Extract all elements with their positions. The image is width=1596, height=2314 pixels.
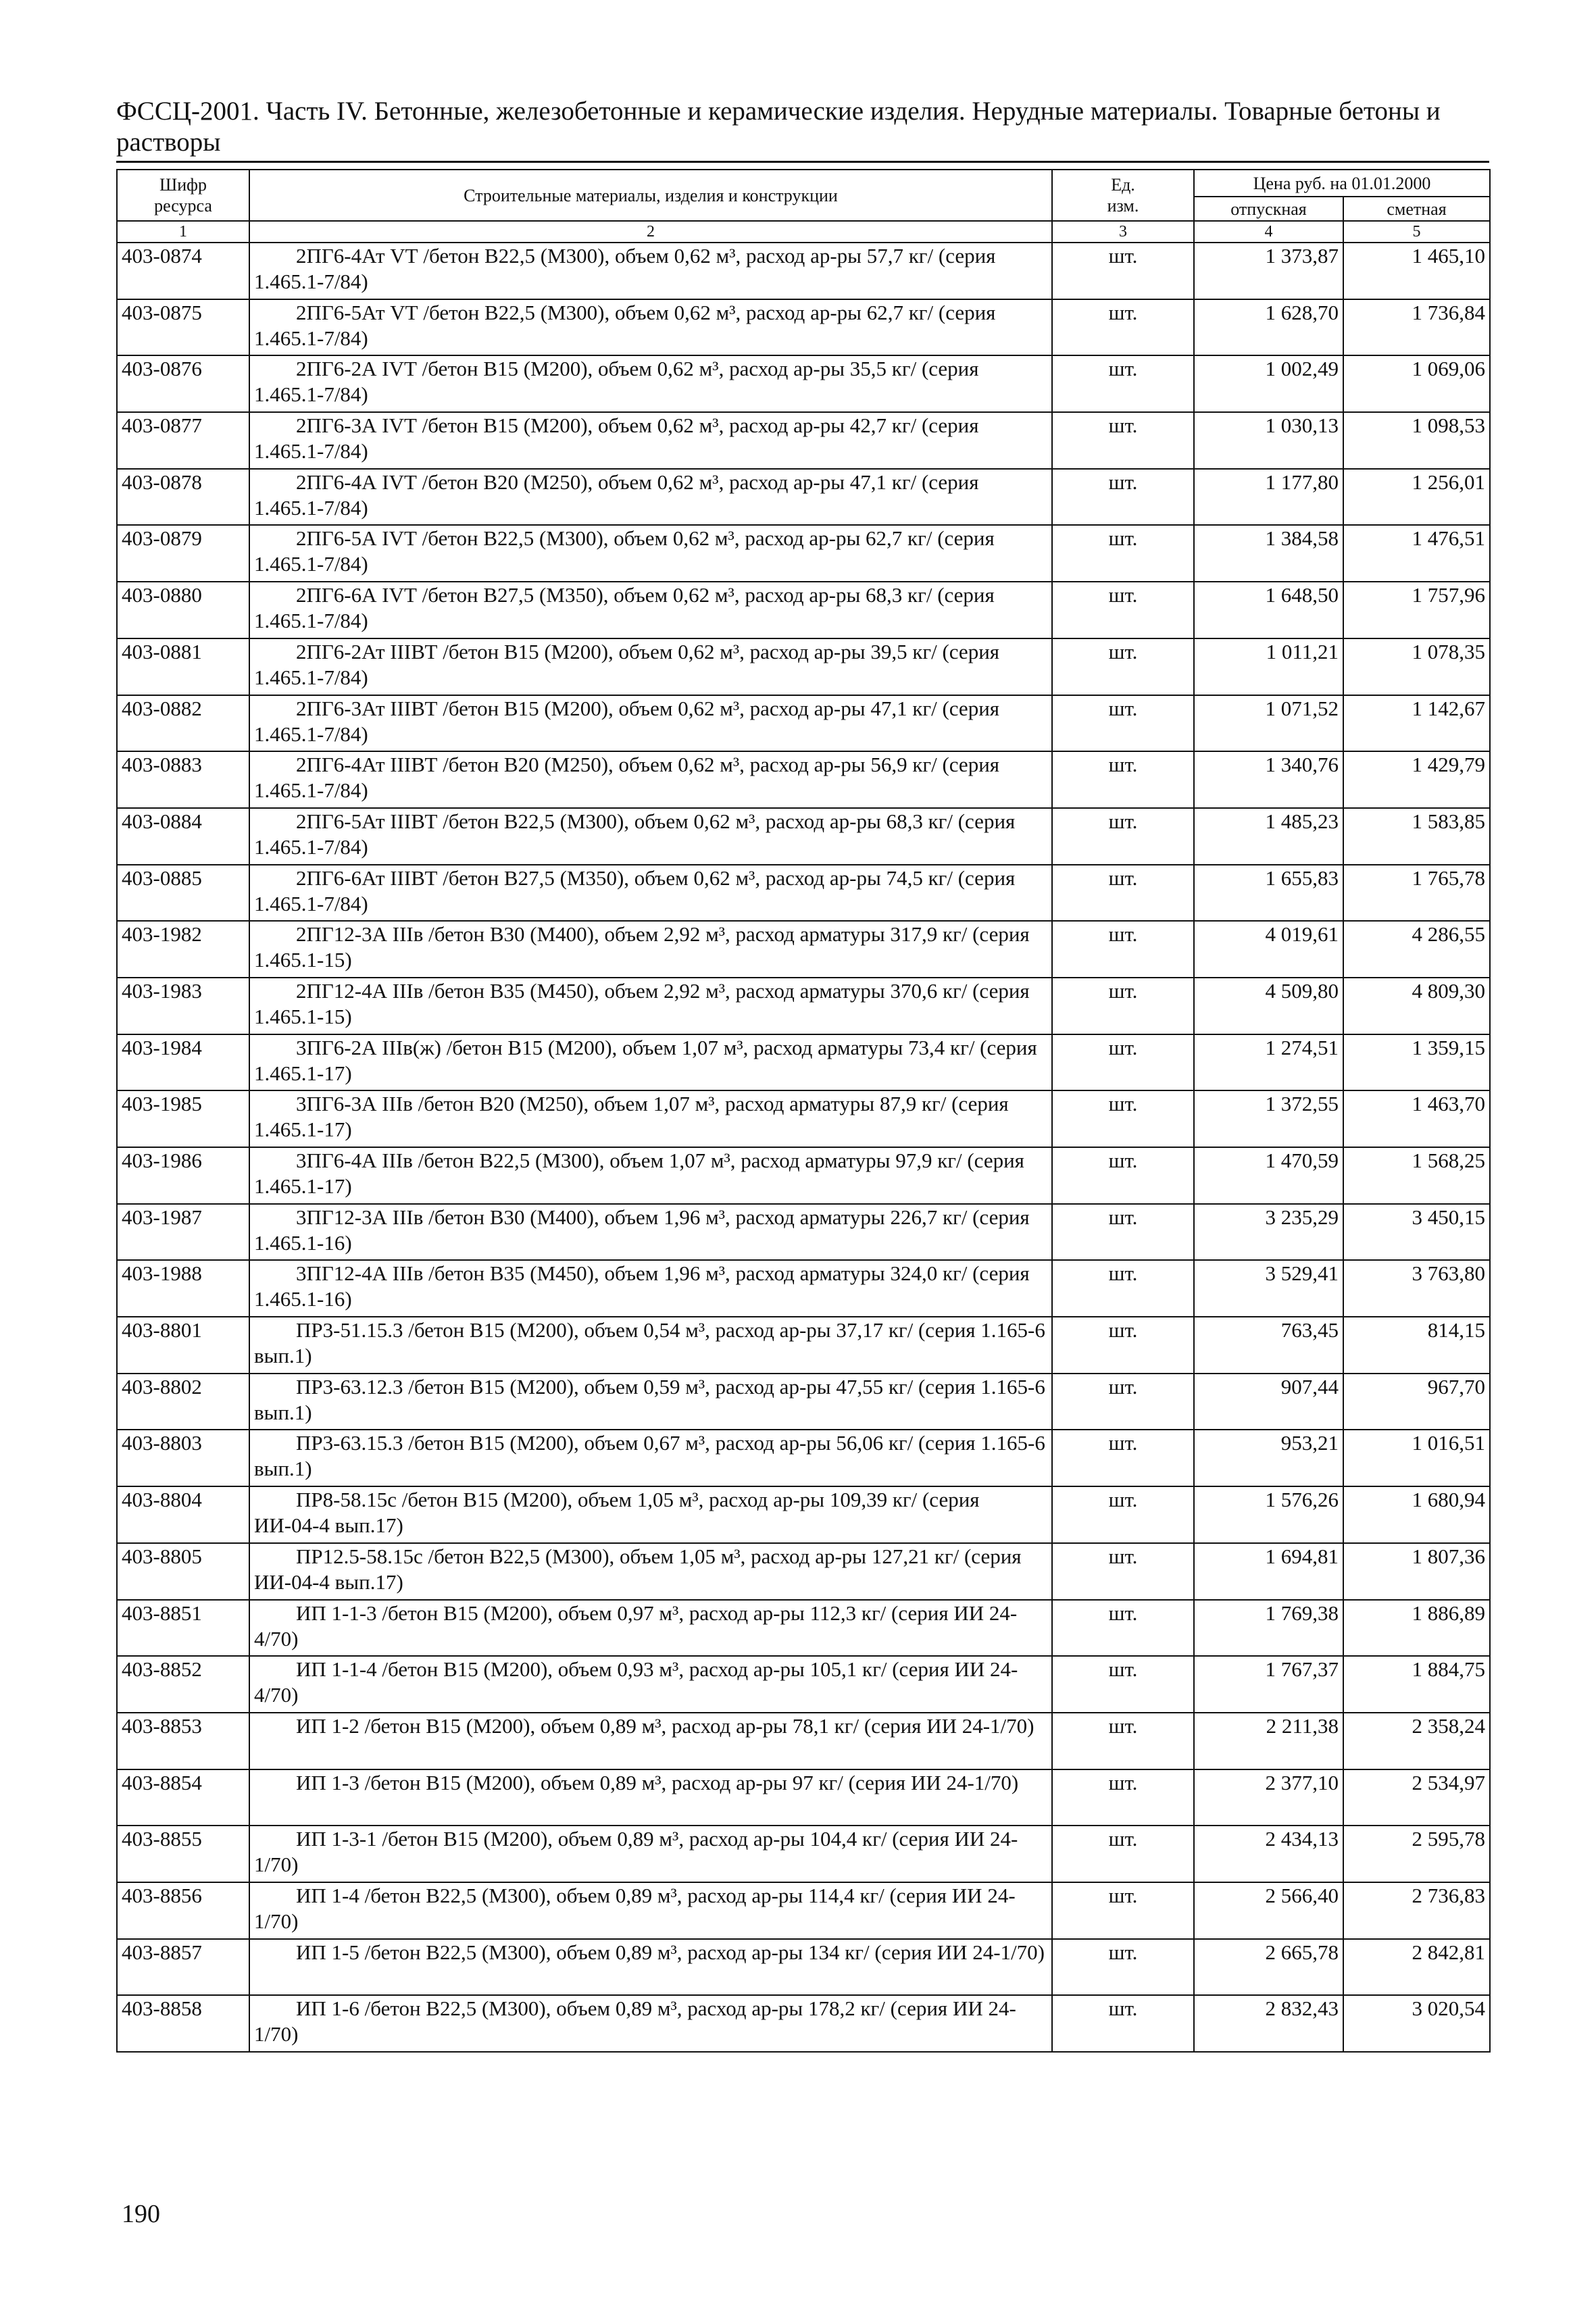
release-price-cell: 1 373,87 bbox=[1194, 243, 1343, 299]
table-row bbox=[117, 751, 1490, 808]
resource-code-cell: 403-8801 bbox=[117, 1317, 249, 1374]
unit-cell: шт. bbox=[1052, 355, 1194, 412]
resource-code-cell: 403-0880 bbox=[117, 582, 249, 638]
table-row bbox=[117, 582, 1490, 638]
resource-code-cell: 403-0882 bbox=[117, 695, 249, 752]
estimate-price-cell: 1 429,79 bbox=[1343, 751, 1490, 808]
resource-code-cell: 403-8802 bbox=[117, 1374, 249, 1430]
resource-code-cell: 403-1987 bbox=[117, 1204, 249, 1261]
header-resource-code bbox=[117, 170, 249, 221]
material-name-cell: 2ПГ6-6А IVТ /бетон В27,5 (М350), объем 0,62 м³, расход ар-ры 68,3 кг/ (серия 1.465.1-7/84) bbox=[249, 582, 1052, 638]
header-rule bbox=[116, 161, 1489, 163]
table-row bbox=[117, 1826, 1490, 1882]
unit-cell: шт. bbox=[1052, 1034, 1194, 1091]
resource-code-cell: 403-1983 bbox=[117, 978, 249, 1034]
header-material-name: Строительные материалы, изделия и конструкции bbox=[249, 170, 1052, 221]
unit-cell: шт. bbox=[1052, 921, 1194, 978]
unit-cell: шт. bbox=[1052, 695, 1194, 752]
unit-cell: шт. bbox=[1052, 469, 1194, 526]
unit-cell: шт. bbox=[1052, 1204, 1194, 1261]
table-row bbox=[117, 299, 1490, 356]
unit-cell: шт. bbox=[1052, 1486, 1194, 1543]
estimate-price-cell: 1 807,36 bbox=[1343, 1543, 1490, 1600]
estimate-price-cell: 1 463,70 bbox=[1343, 1090, 1490, 1147]
table-row bbox=[117, 1147, 1490, 1204]
release-price-cell: 3 529,41 bbox=[1194, 1260, 1343, 1317]
material-name-cell: ПР3-63.15.3 /бетон В15 (М200), объем 0,67 м³, расход ар-ры 56,06 кг/ (серия 1.165-6 вып.1) bbox=[249, 1430, 1052, 1486]
resource-code-cell: 403-8804 bbox=[117, 1486, 249, 1543]
table-row bbox=[117, 1543, 1490, 1600]
table-row bbox=[117, 638, 1490, 695]
material-name-cell: ИП 1-1-3 /бетон В15 (М200), объем 0,97 м³, расход ар-ры 112,3 кг/ (серия ИИ 24-4/70) bbox=[249, 1600, 1052, 1657]
resource-code-cell: 403-0875 bbox=[117, 299, 249, 356]
material-name-cell: 2ПГ6-2А IVТ /бетон В15 (М200), объем 0,62 м³, расход ар-ры 35,5 кг/ (серия 1.465.1-7/84) bbox=[249, 355, 1052, 412]
resource-code-cell: 403-8857 bbox=[117, 1939, 249, 1996]
release-price-cell: 1 274,51 bbox=[1194, 1034, 1343, 1091]
release-price-cell: 1 648,50 bbox=[1194, 582, 1343, 638]
unit-cell: шт. bbox=[1052, 1090, 1194, 1147]
unit-cell: шт. bbox=[1052, 1600, 1194, 1657]
unit-cell: шт. bbox=[1052, 1769, 1194, 1826]
release-price-cell: 1 767,37 bbox=[1194, 1656, 1343, 1713]
material-name-cell: 2ПГ6-4Ат IIIВТ /бетон В20 (М250), объем 0,62 м³, расход ар-ры 56,9 кг/ (серия 1.465.1-7/84) bbox=[249, 751, 1052, 808]
release-price-cell: 1 030,13 bbox=[1194, 412, 1343, 469]
table-row bbox=[117, 469, 1490, 526]
resource-code-cell: 403-0878 bbox=[117, 469, 249, 526]
material-name-cell: ИП 1-3 /бетон В15 (М200), объем 0,89 м³, расход ар-ры 97 кг/ (серия ИИ 24-1/70) bbox=[249, 1769, 1052, 1826]
material-name-cell: ИП 1-4 /бетон В22,5 (М300), объем 0,89 м³, расход ар-ры 114,4 кг/ (серия ИИ 24-1/70) bbox=[249, 1882, 1052, 1939]
resource-code-cell: 403-8855 bbox=[117, 1826, 249, 1882]
table-row bbox=[117, 243, 1490, 299]
estimate-price-cell: 1 583,85 bbox=[1343, 808, 1490, 865]
resource-code-cell: 403-8856 bbox=[117, 1882, 249, 1939]
estimate-price-cell: 1 680,94 bbox=[1343, 1486, 1490, 1543]
release-price-cell: 1 177,80 bbox=[1194, 469, 1343, 526]
resource-code-cell: 403-0876 bbox=[117, 355, 249, 412]
table-row bbox=[117, 865, 1490, 922]
release-price-cell: 2 832,43 bbox=[1194, 1995, 1343, 2052]
material-name-cell: ПР3-63.12.3 /бетон В15 (М200), объем 0,59 м³, расход ар-ры 47,55 кг/ (серия 1.165-6 вып.1) bbox=[249, 1374, 1052, 1430]
unit-cell: шт. bbox=[1052, 751, 1194, 808]
material-name-cell: ИП 1-5 /бетон В22,5 (М300), объем 0,89 м³, расход ар-ры 134 кг/ (серия ИИ 24-1/70) bbox=[249, 1939, 1052, 1996]
unit-cell: шт. bbox=[1052, 1430, 1194, 1486]
unit-cell: шт. bbox=[1052, 865, 1194, 922]
resource-code-cell: 403-8854 bbox=[117, 1769, 249, 1826]
material-name-cell: 2ПГ6-6Ат IIIВТ /бетон В27,5 (М350), объем 0,62 м³, расход ар-ры 74,5 кг/ (серия 1.465.1-7/84) bbox=[249, 865, 1052, 922]
resource-price-table bbox=[116, 169, 1491, 2053]
estimate-price-cell: 3 020,54 bbox=[1343, 1995, 1490, 2052]
table-row bbox=[117, 525, 1490, 582]
material-name-cell: 2ПГ6-5А IVТ /бетон В22,5 (М300), объем 0,62 м³, расход ар-ры 62,7 кг/ (серия 1.465.1-7/84) bbox=[249, 525, 1052, 582]
estimate-price-cell: 1 142,67 bbox=[1343, 695, 1490, 752]
table-row bbox=[117, 1939, 1490, 1996]
unit-cell: шт. bbox=[1052, 808, 1194, 865]
material-name-cell: 2ПГ6-3Ат IIIВТ /бетон В15 (М200), объем 0,62 м³, расход ар-ры 47,1 кг/ (серия 1.465.1-7/84) bbox=[249, 695, 1052, 752]
resource-code-cell: 403-0883 bbox=[117, 751, 249, 808]
table-row bbox=[117, 978, 1490, 1034]
table-row bbox=[117, 1317, 1490, 1374]
estimate-price-cell: 2 534,97 bbox=[1343, 1769, 1490, 1826]
header-unit-line1: Ед. bbox=[1111, 175, 1135, 195]
material-name-cell: 2ПГ12-3А IIIв /бетон В30 (М400), объем 2,92 м³, расход арматуры 317,9 кг/ (серия 1.465.1-15) bbox=[249, 921, 1052, 978]
resource-code-cell: 403-8858 bbox=[117, 1995, 249, 2052]
unit-cell: шт. bbox=[1052, 638, 1194, 695]
table-row bbox=[117, 1882, 1490, 1939]
table-row bbox=[117, 355, 1490, 412]
table-row bbox=[117, 1995, 1490, 2052]
resource-code-cell: 403-0881 bbox=[117, 638, 249, 695]
table-row bbox=[117, 412, 1490, 469]
unit-cell: шт. bbox=[1052, 582, 1194, 638]
unit-cell: шт. bbox=[1052, 412, 1194, 469]
unit-cell: шт. bbox=[1052, 243, 1194, 299]
column-number: 3 bbox=[1052, 221, 1194, 243]
table-body bbox=[117, 243, 1490, 2052]
unit-cell: шт. bbox=[1052, 1882, 1194, 1939]
table-row bbox=[117, 1374, 1490, 1430]
unit-cell: шт. bbox=[1052, 1260, 1194, 1317]
column-number: 2 bbox=[249, 221, 1052, 243]
table-row bbox=[117, 1486, 1490, 1543]
material-name-cell: ПР8-58.15с /бетон В15 (М200), объем 1,05 м³, расход ар-ры 109,39 кг/ (серия ИИ-04-4 вып.17) bbox=[249, 1486, 1052, 1543]
release-price-cell: 1 628,70 bbox=[1194, 299, 1343, 356]
resource-code-cell: 403-8851 bbox=[117, 1600, 249, 1657]
table-row bbox=[117, 921, 1490, 978]
release-price-cell: 2 566,40 bbox=[1194, 1882, 1343, 1939]
estimate-price-cell: 1 476,51 bbox=[1343, 525, 1490, 582]
unit-cell: шт. bbox=[1052, 1713, 1194, 1769]
unit-cell: шт. bbox=[1052, 1826, 1194, 1882]
release-price-cell: 2 665,78 bbox=[1194, 1939, 1343, 1996]
resource-code-cell: 403-8853 bbox=[117, 1713, 249, 1769]
column-number: 1 bbox=[117, 221, 249, 243]
estimate-price-cell: 1 765,78 bbox=[1343, 865, 1490, 922]
estimate-price-cell: 1 256,01 bbox=[1343, 469, 1490, 526]
material-name-cell: 2ПГ6-4Ат VТ /бетон В22,5 (М300), объем 0,62 м³, расход ар-ры 57,7 кг/ (серия 1.465.1-7/84) bbox=[249, 243, 1052, 299]
resource-code-cell: 403-1982 bbox=[117, 921, 249, 978]
resource-code-cell: 403-1988 bbox=[117, 1260, 249, 1317]
unit-cell: шт. bbox=[1052, 1374, 1194, 1430]
resource-code-cell: 403-8805 bbox=[117, 1543, 249, 1600]
resource-code-cell: 403-8852 bbox=[117, 1656, 249, 1713]
resource-code-cell: 403-1986 bbox=[117, 1147, 249, 1204]
material-name-cell: 2ПГ12-4А IIIв /бетон В35 (М450), объем 2,92 м³, расход арматуры 370,6 кг/ (серия 1.465.1-15) bbox=[249, 978, 1052, 1034]
release-price-cell: 1 470,59 bbox=[1194, 1147, 1343, 1204]
table-row bbox=[117, 1034, 1490, 1091]
release-price-cell: 907,44 bbox=[1194, 1374, 1343, 1430]
table-row bbox=[117, 1090, 1490, 1147]
unit-cell: шт. bbox=[1052, 978, 1194, 1034]
release-price-cell: 1 694,81 bbox=[1194, 1543, 1343, 1600]
estimate-price-cell: 1 736,84 bbox=[1343, 299, 1490, 356]
release-price-cell: 4 019,61 bbox=[1194, 921, 1343, 978]
column-number: 4 bbox=[1194, 221, 1343, 243]
release-price-cell: 2 377,10 bbox=[1194, 1769, 1343, 1826]
estimate-price-cell: 1 016,51 bbox=[1343, 1430, 1490, 1486]
unit-cell: шт. bbox=[1052, 1147, 1194, 1204]
table-row bbox=[117, 695, 1490, 752]
estimate-price-cell: 1 098,53 bbox=[1343, 412, 1490, 469]
estimate-price-cell: 3 763,80 bbox=[1343, 1260, 1490, 1317]
estimate-price-cell: 4 286,55 bbox=[1343, 921, 1490, 978]
resource-code-cell: 403-0874 bbox=[117, 243, 249, 299]
header-code-line1: Шифр bbox=[159, 175, 207, 195]
header-price-estimate: сметная bbox=[1343, 197, 1490, 221]
release-price-cell: 1 769,38 bbox=[1194, 1600, 1343, 1657]
header-unit bbox=[1052, 170, 1194, 221]
release-price-cell: 4 509,80 bbox=[1194, 978, 1343, 1034]
estimate-price-cell: 3 450,15 bbox=[1343, 1204, 1490, 1261]
material-name-cell: ПР12.5-58.15с /бетон В22,5 (М300), объем 1,05 м³, расход ар-ры 127,21 кг/ (серия ИИ-04-4 вып.17) bbox=[249, 1543, 1052, 1600]
estimate-price-cell: 2 842,81 bbox=[1343, 1939, 1490, 1996]
estimate-price-cell: 2 736,83 bbox=[1343, 1882, 1490, 1939]
material-name-cell: 3ПГ6-3А IIIв /бетон В20 (М250), объем 1,07 м³, расход арматуры 87,9 кг/ (серия 1.465.1-17) bbox=[249, 1090, 1052, 1147]
unit-cell: шт. bbox=[1052, 1656, 1194, 1713]
release-price-cell: 1 372,55 bbox=[1194, 1090, 1343, 1147]
estimate-price-cell: 1 465,10 bbox=[1343, 243, 1490, 299]
table-row bbox=[117, 1260, 1490, 1317]
table-row bbox=[117, 1769, 1490, 1826]
release-price-cell: 763,45 bbox=[1194, 1317, 1343, 1374]
material-name-cell: 2ПГ6-3А IVТ /бетон В15 (М200), объем 0,62 м³, расход ар-ры 42,7 кг/ (серия 1.465.1-7/84) bbox=[249, 412, 1052, 469]
unit-cell: шт. bbox=[1052, 525, 1194, 582]
release-price-cell: 1 340,76 bbox=[1194, 751, 1343, 808]
resource-code-cell: 403-1984 bbox=[117, 1034, 249, 1091]
material-name-cell: 3ПГ6-2А IIIв(ж) /бетон В15 (М200), объем 1,07 м³, расход арматуры 73,4 кг/ (серия 1.465.1-17) bbox=[249, 1034, 1052, 1091]
unit-cell: шт. bbox=[1052, 299, 1194, 356]
resource-code-cell: 403-8803 bbox=[117, 1430, 249, 1486]
header-code-line2: ресурса bbox=[154, 196, 212, 216]
table-row bbox=[117, 1430, 1490, 1486]
material-name-cell: 2ПГ6-5Ат IIIВТ /бетон В22,5 (М300), объем 0,62 м³, расход ар-ры 68,3 кг/ (серия 1.465.1-7/84) bbox=[249, 808, 1052, 865]
estimate-price-cell: 967,70 bbox=[1343, 1374, 1490, 1430]
release-price-cell: 1 576,26 bbox=[1194, 1486, 1343, 1543]
release-price-cell: 3 235,29 bbox=[1194, 1204, 1343, 1261]
estimate-price-cell: 4 809,30 bbox=[1343, 978, 1490, 1034]
table-row bbox=[117, 1204, 1490, 1261]
unit-cell: шт. bbox=[1052, 1939, 1194, 1996]
resource-code-cell: 403-0877 bbox=[117, 412, 249, 469]
estimate-price-cell: 814,15 bbox=[1343, 1317, 1490, 1374]
column-number-row bbox=[117, 221, 1490, 243]
release-price-cell: 1 655,83 bbox=[1194, 865, 1343, 922]
resource-code-cell: 403-0885 bbox=[117, 865, 249, 922]
table-row bbox=[117, 1713, 1490, 1769]
estimate-price-cell: 1 884,75 bbox=[1343, 1656, 1490, 1713]
header-price-release: отпускная bbox=[1194, 197, 1343, 221]
estimate-price-cell: 1 886,89 bbox=[1343, 1600, 1490, 1657]
estimate-price-cell: 2 595,78 bbox=[1343, 1826, 1490, 1882]
estimate-price-cell: 1 359,15 bbox=[1343, 1034, 1490, 1091]
estimate-price-cell: 1 069,06 bbox=[1343, 355, 1490, 412]
material-name-cell: ИП 1-3-1 /бетон В15 (М200), объем 0,89 м³, расход ар-ры 104,4 кг/ (серия ИИ 24-1/70) bbox=[249, 1826, 1052, 1882]
material-name-cell: 3ПГ12-3А IIIв /бетон В30 (М400), объем 1,96 м³, расход арматуры 226,7 кг/ (серия 1.465.1-16) bbox=[249, 1204, 1052, 1261]
material-name-cell: ПР3-51.15.3 /бетон В15 (М200), объем 0,54 м³, расход ар-ры 37,17 кг/ (серия 1.165-6 вып.1) bbox=[249, 1317, 1052, 1374]
release-price-cell: 953,21 bbox=[1194, 1430, 1343, 1486]
resource-code-cell: 403-0884 bbox=[117, 808, 249, 865]
unit-cell: шт. bbox=[1052, 1543, 1194, 1600]
estimate-price-cell: 1 078,35 bbox=[1343, 638, 1490, 695]
table-row bbox=[117, 808, 1490, 865]
release-price-cell: 1 384,58 bbox=[1194, 525, 1343, 582]
release-price-cell: 1 011,21 bbox=[1194, 638, 1343, 695]
material-name-cell: ИП 1-1-4 /бетон В15 (М200), объем 0,93 м³, расход ар-ры 105,1 кг/ (серия ИИ 24-4/70) bbox=[249, 1656, 1052, 1713]
unit-cell: шт. bbox=[1052, 1995, 1194, 2052]
page-number: 190 bbox=[122, 2200, 160, 2228]
header-unit-line2: изм. bbox=[1107, 196, 1139, 216]
material-name-cell: 2ПГ6-2Ат IIIВТ /бетон В15 (М200), объем 0,62 м³, расход ар-ры 39,5 кг/ (серия 1.465.1-7/84) bbox=[249, 638, 1052, 695]
material-name-cell: ИП 1-6 /бетон В22,5 (М300), объем 0,89 м³, расход ар-ры 178,2 кг/ (серия ИИ 24-1/70) bbox=[249, 1995, 1052, 2052]
release-price-cell: 1 071,52 bbox=[1194, 695, 1343, 752]
estimate-price-cell: 1 757,96 bbox=[1343, 582, 1490, 638]
material-name-cell: 3ПГ12-4А IIIв /бетон В35 (М450), объем 1,96 м³, расход арматуры 324,0 кг/ (серия 1.465.1-16) bbox=[249, 1260, 1052, 1317]
unit-cell: шт. bbox=[1052, 1317, 1194, 1374]
material-name-cell: ИП 1-2 /бетон В15 (М200), объем 0,89 м³, расход ар-ры 78,1 кг/ (серия ИИ 24-1/70) bbox=[249, 1713, 1052, 1769]
table-row bbox=[117, 1600, 1490, 1657]
resource-code-cell: 403-0879 bbox=[117, 525, 249, 582]
resource-code-cell: 403-1985 bbox=[117, 1090, 249, 1147]
header-price-group: Цена руб. на 01.01.2000 bbox=[1194, 170, 1490, 197]
release-price-cell: 2 211,38 bbox=[1194, 1713, 1343, 1769]
column-number: 5 bbox=[1343, 221, 1490, 243]
page-header-title: ФССЦ-2001. Часть IV. Бетонные, железобетонные и керамические изделия. Нерудные материалы. Товарные бетоны и растворы bbox=[116, 97, 1441, 157]
release-price-cell: 1 485,23 bbox=[1194, 808, 1343, 865]
table-row bbox=[117, 1656, 1490, 1713]
estimate-price-cell: 2 358,24 bbox=[1343, 1713, 1490, 1769]
material-name-cell: 2ПГ6-4А IVТ /бетон В20 (М250), объем 0,62 м³, расход ар-ры 47,1 кг/ (серия 1.465.1-7/84) bbox=[249, 469, 1052, 526]
estimate-price-cell: 1 568,25 bbox=[1343, 1147, 1490, 1204]
release-price-cell: 2 434,13 bbox=[1194, 1826, 1343, 1882]
material-name-cell: 2ПГ6-5Ат VТ /бетон В22,5 (М300), объем 0,62 м³, расход ар-ры 62,7 кг/ (серия 1.465.1-7/84) bbox=[249, 299, 1052, 356]
release-price-cell: 1 002,49 bbox=[1194, 355, 1343, 412]
material-name-cell: 3ПГ6-4А IIIв /бетон В22,5 (М300), объем 1,07 м³, расход арматуры 97,9 кг/ (серия 1.465.1-17) bbox=[249, 1147, 1052, 1204]
